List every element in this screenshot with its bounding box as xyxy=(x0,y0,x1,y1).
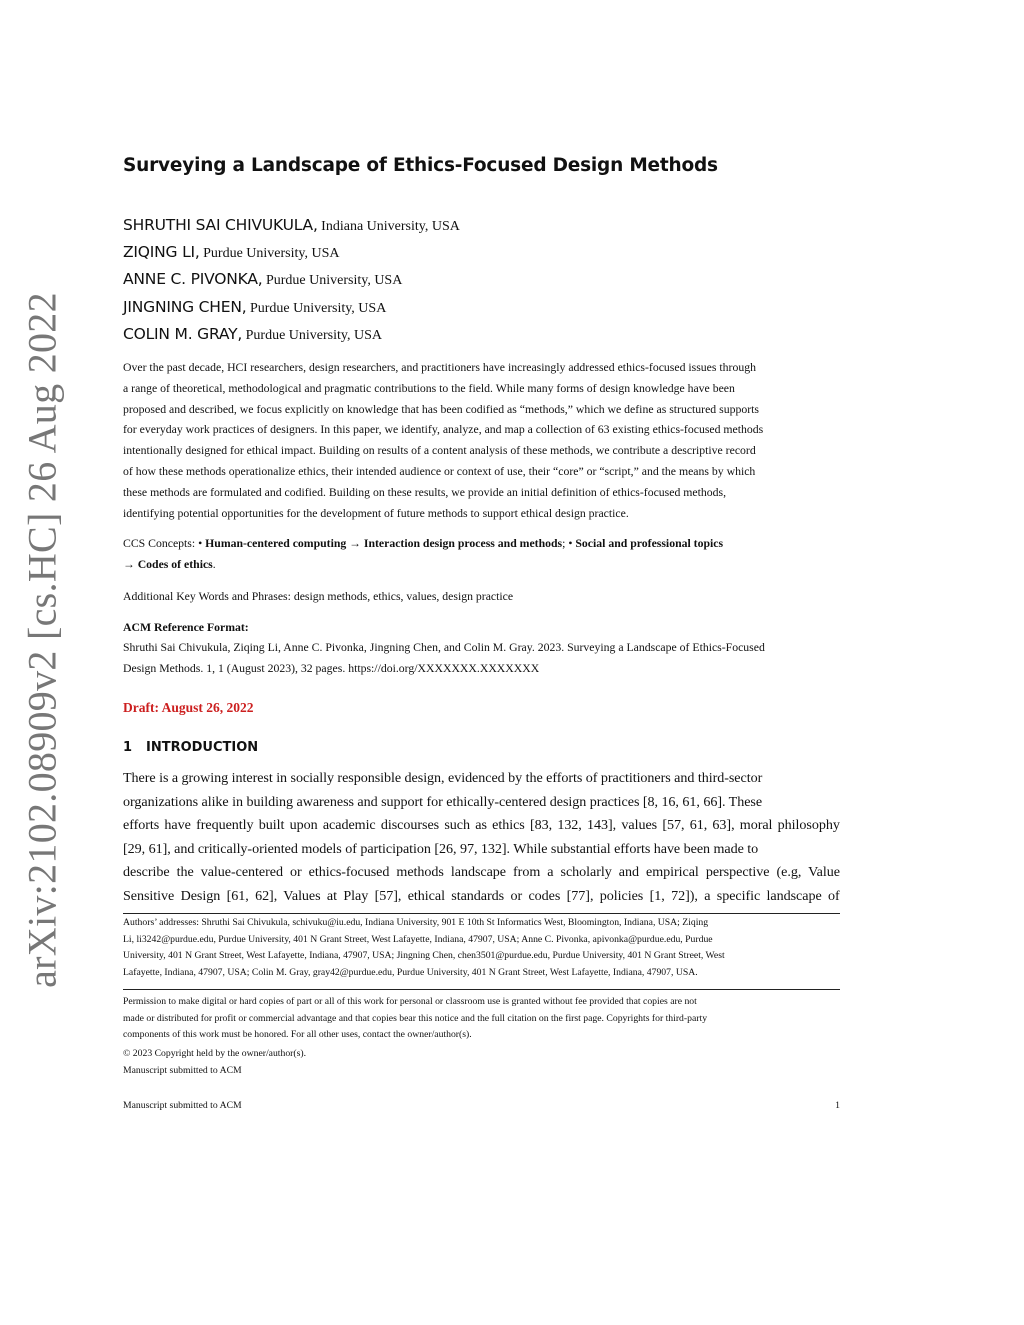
acm-reference-line: Shruthi Sai Chivukula, Ziqing Li, Anne C. Pivonka, Jingning Chen, and Colin M. Gray. 2023. Surveying a Landscape of Ethics-Focused xyxy=(123,641,765,654)
copyright-notice: © 2023 Copyright held by the owner/author(s). xyxy=(123,1048,307,1059)
author-name: ANNE C. PIVONKA, xyxy=(123,270,263,289)
permission-line: components of this work must be honored. For all other uses, contact the owner/author(s). xyxy=(123,1029,472,1041)
author-affiliation: Indiana University, USA xyxy=(317,219,460,234)
author-entry xyxy=(123,239,840,266)
author-entry xyxy=(123,294,840,321)
page-number: 1 xyxy=(835,1100,840,1111)
intro-line: [29, 61], and critically-oriented models of participation [26, 97, 132]. While substantial efforts have been made to xyxy=(123,840,759,857)
ccs-separator: ; • xyxy=(562,537,576,550)
address-line: Authors’ addresses: Shruthi Sai Chivukula, schivuku@iu.edu, Indiana University, 901 E 10th St Informatics West, Bloomington, Indiana, USA; Ziqing xyxy=(123,917,709,928)
abstract xyxy=(123,358,840,524)
page-footer-left: Manuscript submitted to ACM xyxy=(123,1100,242,1111)
section-number: 1 xyxy=(123,740,133,755)
permission-line: made or distributed for profit or commercial advantage and that copies bear this notice and the full citation on the first page. Copyrights for third-party xyxy=(123,1012,708,1024)
author-name: JINGNING CHEN, xyxy=(123,297,247,316)
author-entry xyxy=(123,321,840,348)
intro-line: Sensitive Design [61, 62], Values at Play [57], ethical standards or codes [77], policies [1, 72]), a specific landscape of xyxy=(123,887,840,904)
section-heading xyxy=(123,740,258,755)
footnote-divider xyxy=(123,913,840,914)
manuscript-note: Manuscript submitted to ACM xyxy=(123,1065,242,1076)
ccs-concept: Codes of ethics xyxy=(137,557,213,571)
author-name: ZIQING LI, xyxy=(123,243,200,262)
paper-title: Surveying a Landscape of Ethics-Focused Design Methods xyxy=(123,155,718,176)
address-line: University, 401 N Grant Street, West Lafayette, Indiana, 47907, USA; Jingning Chen, chen3501@purdue.edu, Purdue University, 401 N Grant Street, West xyxy=(123,950,725,962)
section-title: INTRODUCTION xyxy=(146,740,259,755)
draft-date: Draft: August 26, 2022 xyxy=(123,700,254,715)
author-affiliation: Purdue University, USA xyxy=(262,273,403,289)
permission-line: Permission to make digital or hard copies of part or all of this work for personal or classroom use is granted without fee provided that copies are not xyxy=(123,996,697,1007)
author-addresses xyxy=(123,915,840,981)
abstract-line: these methods are formulated and codified. Building on these results, we provide an initial definition of ethics-focused methods, xyxy=(123,485,727,499)
acm-reference-heading: ACM Reference Format: xyxy=(123,621,249,634)
arxiv-identifier: arXiv:2102.08909v2 [cs.HC] 26 Aug 2022 xyxy=(19,292,65,988)
ccs-arrow: → xyxy=(123,557,138,571)
ccs-prefix: CCS Concepts: • xyxy=(123,537,206,550)
abstract-line: for everyday work practices of designers. In this paper, we identify, analyze, and map a collection of 63 existing ethics-focused methods xyxy=(123,423,764,437)
acm-reference-line: Design Methods. 1, 1 (August 2023), 32 pages. https://doi.org/XXXXXXX.XXXXXXX xyxy=(123,661,540,675)
address-line: Li, li3242@purdue.edu, Purdue University, 401 N Grant Street, West Lafayette, Indiana, 47907, USA; Anne C. Pivonka, apivonka@purdue.edu, Purdue xyxy=(123,933,713,945)
intro-line: There is a growing interest in socially responsible design, evidenced by the efforts of practitioners and third-sector xyxy=(123,770,763,786)
intro-line: efforts have frequently built upon academic discourses such as ethics [83, 132, 143], values [57, 61, 63], moral philosophy xyxy=(123,817,840,834)
ccs-end: . xyxy=(212,557,216,571)
author-list xyxy=(123,212,840,348)
abstract-line: a range of theoretical, methodological and pragmatic contributions to the field. While many forms of design knowledge have been xyxy=(123,381,735,395)
intro-paragraph xyxy=(123,767,840,909)
acm-reference xyxy=(123,638,840,680)
intro-line: organizations alike in building awareness and support for ethically-centered design practices [8, 16, 61, 66]. These xyxy=(123,793,763,810)
ccs-concept: Social and professional topics xyxy=(575,537,724,550)
abstract-line: identifying potential opportunities for the development of future methods to support ethical design practice. xyxy=(123,506,629,520)
permission-notice xyxy=(123,994,840,1044)
intro-line: describe the value-centered or ethics-focused methods landscape from a scholarly and empirical perspective (e.g, Value xyxy=(123,864,840,881)
ccs-concepts xyxy=(123,534,840,576)
ccs-concept: Human-centered computing → Interaction design process and methods xyxy=(205,537,563,550)
permission-divider xyxy=(123,989,840,990)
keywords: Additional Key Words and Phrases: design methods, ethics, values, design practice xyxy=(123,590,514,603)
author-affiliation: Purdue University, USA xyxy=(199,246,340,262)
abstract-line: Over the past decade, HCI researchers, design researchers, and practitioners have increasingly addressed ethics-focused issues through xyxy=(123,361,756,374)
author-name: SHRUTHI SAI CHIVUKULA, xyxy=(123,216,318,234)
abstract-line: intentionally designed for ethical impact. Building on results of a content analysis of these methods, we contribute a descriptive record xyxy=(123,444,756,458)
abstract-line: proposed and described, we focus explicitly on knowledge that has been codified as “methods,” which we define as structured supports xyxy=(123,402,759,416)
author-affiliation: Purdue University, USA xyxy=(246,300,387,316)
author-name: COLIN M. GRAY, xyxy=(123,324,243,343)
author-affiliation: Purdue University, USA xyxy=(242,327,383,343)
author-entry xyxy=(123,212,840,239)
address-line: Lafayette, Indiana, 47907, USA; Colin M. Gray, gray42@purdue.edu, Purdue University, 401 N Grant Street, West Lafayette, Indiana, 47907, USA. xyxy=(123,966,698,978)
author-entry xyxy=(123,266,840,293)
abstract-line: of how these methods operationalize ethics, their intended audience or context of use, their “core” or “script,” and the means by which xyxy=(123,464,756,478)
